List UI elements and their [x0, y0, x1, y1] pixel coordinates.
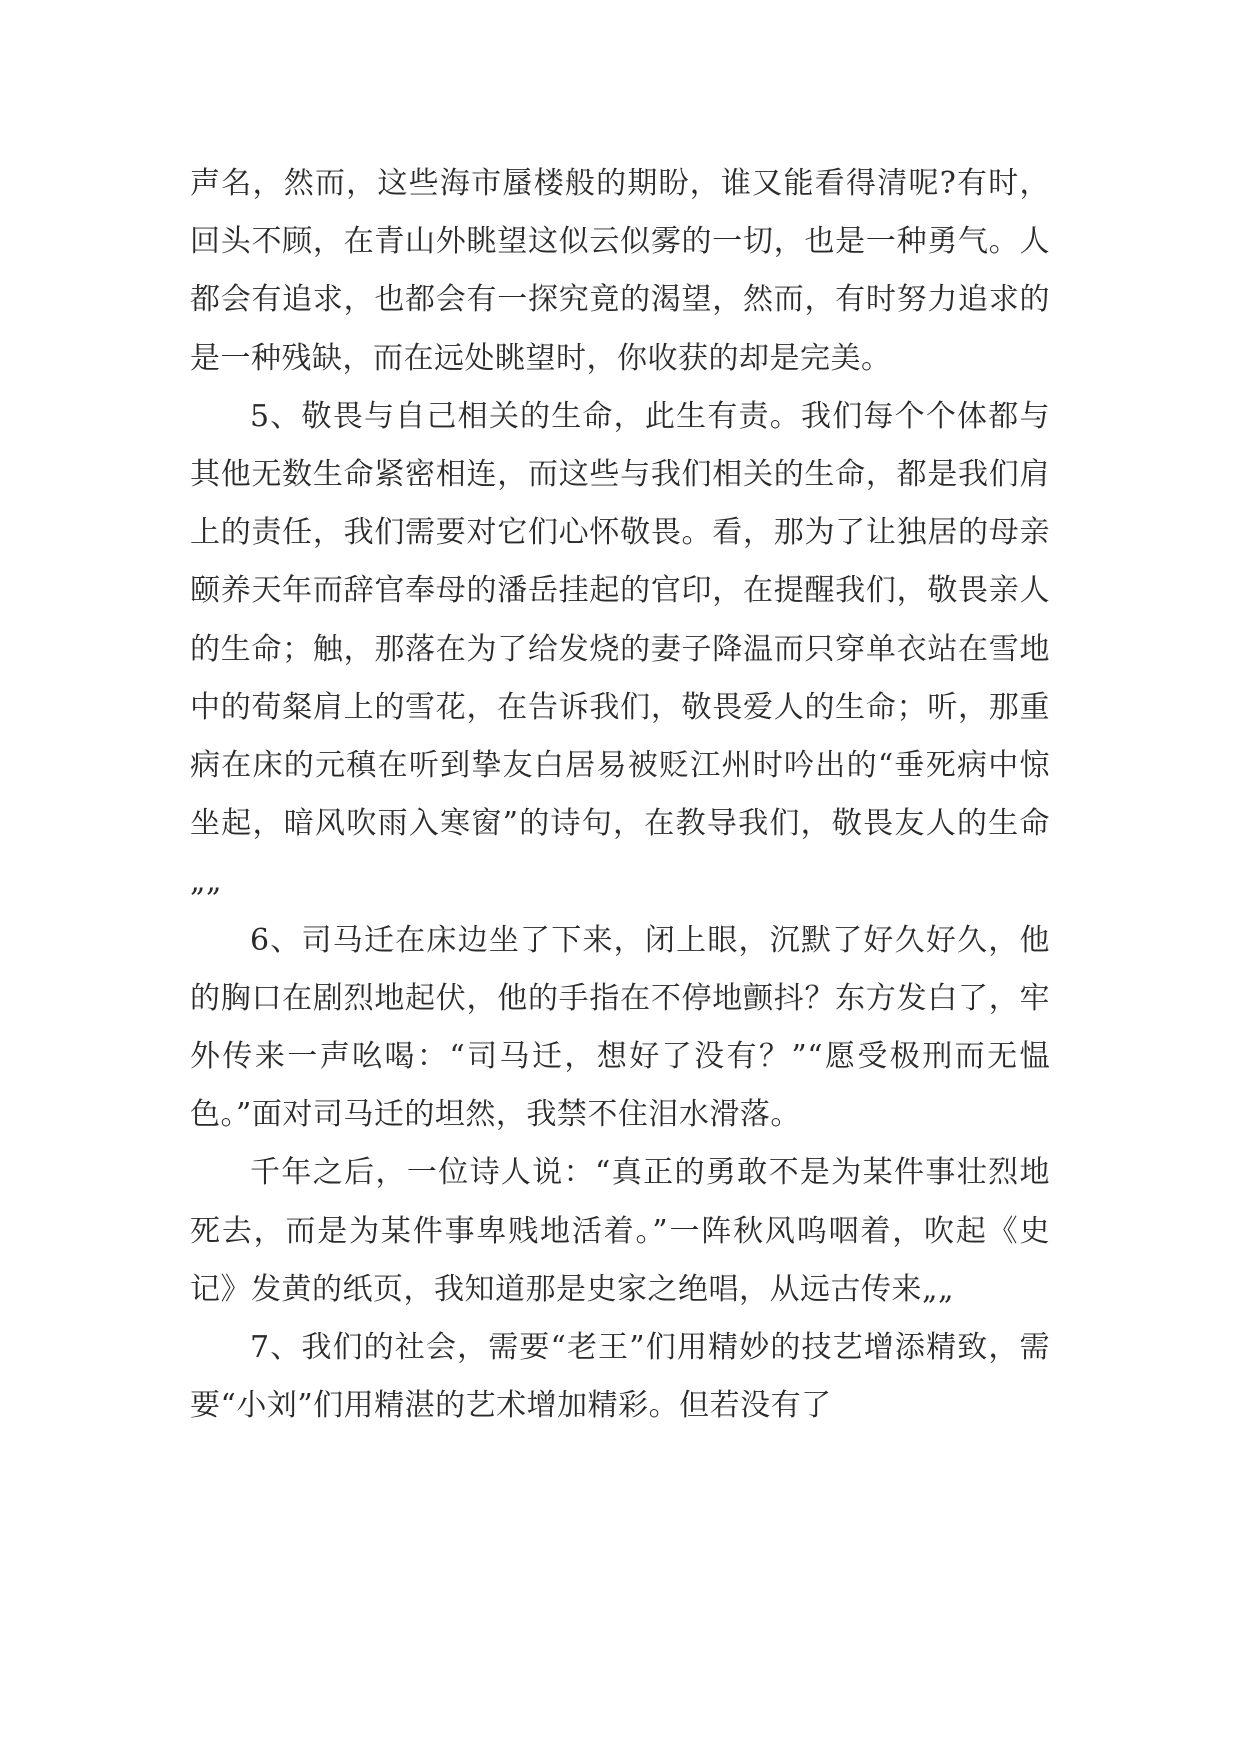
- paragraph-6: 6、司马迁在床边坐了下来，闭上眼，沉默了好久好久，他的胸口在剧烈地起伏，他的手指在不停地颤抖？东方发白了，牢外传来一声吆喝：“司马迁，想好了没有？”“愿受极刑而无愠色。”面对司马迁的坦然，我禁不住泪水滑落。: [190, 922, 1050, 1133]
- body-text: [190, 155, 1050, 1435]
- paragraph-7: 7、我们的社会，需要“老王”们用精妙的技艺增添精致，需要“小刘”们用精湛的艺术增加精彩。但若没有了: [190, 1330, 1050, 1424]
- paragraph-5: 5、敬畏与自己相关的生命，此生有责。我们每个个体都与其他无数生命紧密相连，而这些与我们相关的生命，都是我们肩上的责任，我们需要对它们心怀敬畏。看，那为了让独居的母亲颐养天年而辞官奉母的潘岳挂起的官印，在提醒我们，敬畏亲人的生命；触，那落在为了给发烧的妻子降温而只穿单衣站在雪地中的荀粲肩上的雪花，在告诉我们，敬畏爱人的生命；听，那重病在床的元稹在听到挚友白居易被贬江州时吟出的“垂死病中惊坐起，暗风吹雨入寒窗”的诗句，在教导我们，敬畏友人的生命„„: [190, 398, 1050, 900]
- paragraph-continuation: 声名，然而，这些海市蜃楼般的期盼，谁又能看得清呢?有时，回头不顾，在青山外眺望这似云似雾的一切，也是一种勇气。人都会有追求，也都会有一探究竟的渴望，然而，有时努力追求的是一种残缺，而在远处眺望时，你收获的却是完美。: [190, 166, 1050, 376]
- paragraph-6-continued: 千年之后，一位诗人说：“真正的勇敢不是为某件事壮烈地死去，而是为某件事卑贱地活着。”一阵秋风呜咽着，吹起《史记》发黄的纸页，我知道那是史家之绝唱，从远古传来„„: [190, 1155, 1050, 1307]
